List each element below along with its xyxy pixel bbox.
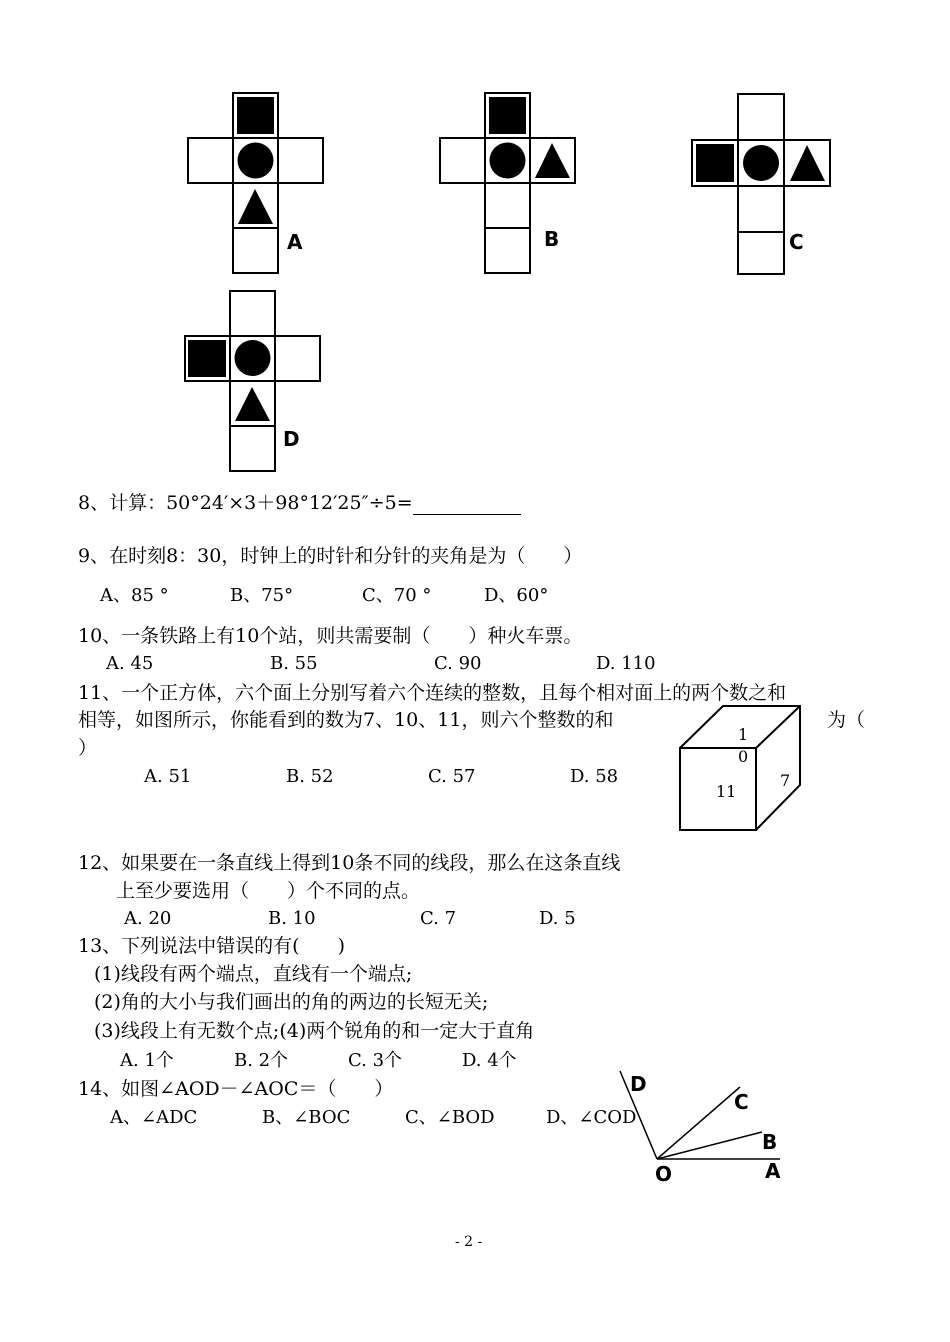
option-d: D. 58 (570, 766, 619, 787)
option-c: C、∠BOD (405, 1107, 495, 1128)
circle-shape (490, 143, 526, 179)
statement-2: (2)角的大小与我们画出的角的两边的长短无关; (94, 991, 489, 1013)
option-b: B. 52 (286, 766, 334, 787)
triangle-shape (238, 189, 273, 224)
answer-blank[interactable] (413, 496, 521, 515)
page-number: - 2 - (455, 1234, 483, 1250)
question-11-line2-end: 为（ (827, 709, 866, 731)
option-b: B、∠BOC (262, 1107, 351, 1128)
angle-label-b: B (762, 1130, 778, 1154)
angle-label-o: O (655, 1162, 673, 1186)
option-a: A、85 ° (100, 585, 169, 606)
net-label-a: A (287, 230, 303, 254)
statement-1: (1)线段有两个端点，直线有一个端点; (94, 963, 413, 985)
option-c: C. 90 (434, 653, 482, 674)
option-c: C. 57 (428, 766, 476, 787)
option-d: D、∠COD (546, 1107, 637, 1128)
cube-face-top-0: 0 (738, 747, 749, 766)
cube-face-top-1: 1 (738, 725, 749, 744)
circle-shape (743, 145, 779, 181)
option-a: A. 1个 (120, 1050, 174, 1071)
question-11-line3: ） (78, 737, 98, 759)
triangle-shape (235, 387, 270, 421)
option-c: C. 3个 (348, 1050, 403, 1071)
option-d: D、60° (484, 585, 549, 606)
question-10-text: 10、一条铁路上有10个站，则共需要制（ ）种火车票。 (78, 625, 583, 647)
angle-label-d: D (630, 1072, 647, 1096)
option-c: C. 7 (420, 908, 457, 929)
net-label-b: B (544, 227, 560, 251)
question-13-text: 13、下列说法中错误的有( ) (78, 935, 346, 957)
circle-shape (238, 143, 274, 179)
angle-label-c: C (734, 1090, 749, 1114)
statement-3-4: (3)线段上有无数个点;(4)两个锐角的和一定大于直角 (94, 1020, 535, 1042)
question-9-text: 9、在时刻8：30，时钟上的时针和分针的夹角是为（ ） (78, 545, 583, 567)
circle-shape (235, 340, 271, 376)
cube-face-front: 11 (716, 782, 737, 801)
option-b: B. 10 (268, 908, 316, 929)
option-d: D. 110 (596, 653, 656, 674)
question-14-text: 14、如图∠AOD－∠AOC＝（ ） (78, 1078, 394, 1100)
question-12-line1: 12、如果要在一条直线上得到10条不同的线段，那么在这条直线 (78, 852, 621, 874)
net-label-c: C (789, 230, 804, 254)
square-shape (188, 340, 226, 377)
angle-label-a: A (765, 1159, 781, 1183)
cube-face-side: 7 (780, 771, 791, 790)
option-c: C、70 ° (362, 585, 432, 606)
option-b: B、75° (230, 585, 294, 606)
question-11-line1: 11、一个正方体，六个面上分别写着六个连续的整数，且每个相对面上的两个数之和 (78, 682, 787, 704)
option-a: A. 51 (144, 766, 192, 787)
option-a: A. 20 (124, 908, 172, 929)
square-shape (489, 97, 526, 134)
question-11-line2: 相等，如图所示，你能看到的数为7、10、11，则六个整数的和 (78, 709, 614, 731)
question-8-text: 8、计算：50°24′×3＋98°12′25″÷5= (78, 492, 413, 514)
option-a: A. 45 (106, 653, 154, 674)
net-label-d: D (283, 427, 300, 451)
triangle-shape (535, 143, 570, 178)
option-a: A、∠ADC (110, 1107, 198, 1128)
question-8 (78, 491, 521, 515)
option-b: B. 55 (270, 653, 318, 674)
question-12-line2: 上至少要选用（ ）个不同的点。 (116, 880, 421, 902)
square-shape (696, 144, 734, 182)
option-b: B. 2个 (234, 1050, 289, 1071)
square-shape (237, 97, 274, 134)
option-d: D. 4个 (462, 1050, 517, 1071)
option-d: D. 5 (539, 908, 576, 929)
triangle-shape (790, 145, 825, 181)
